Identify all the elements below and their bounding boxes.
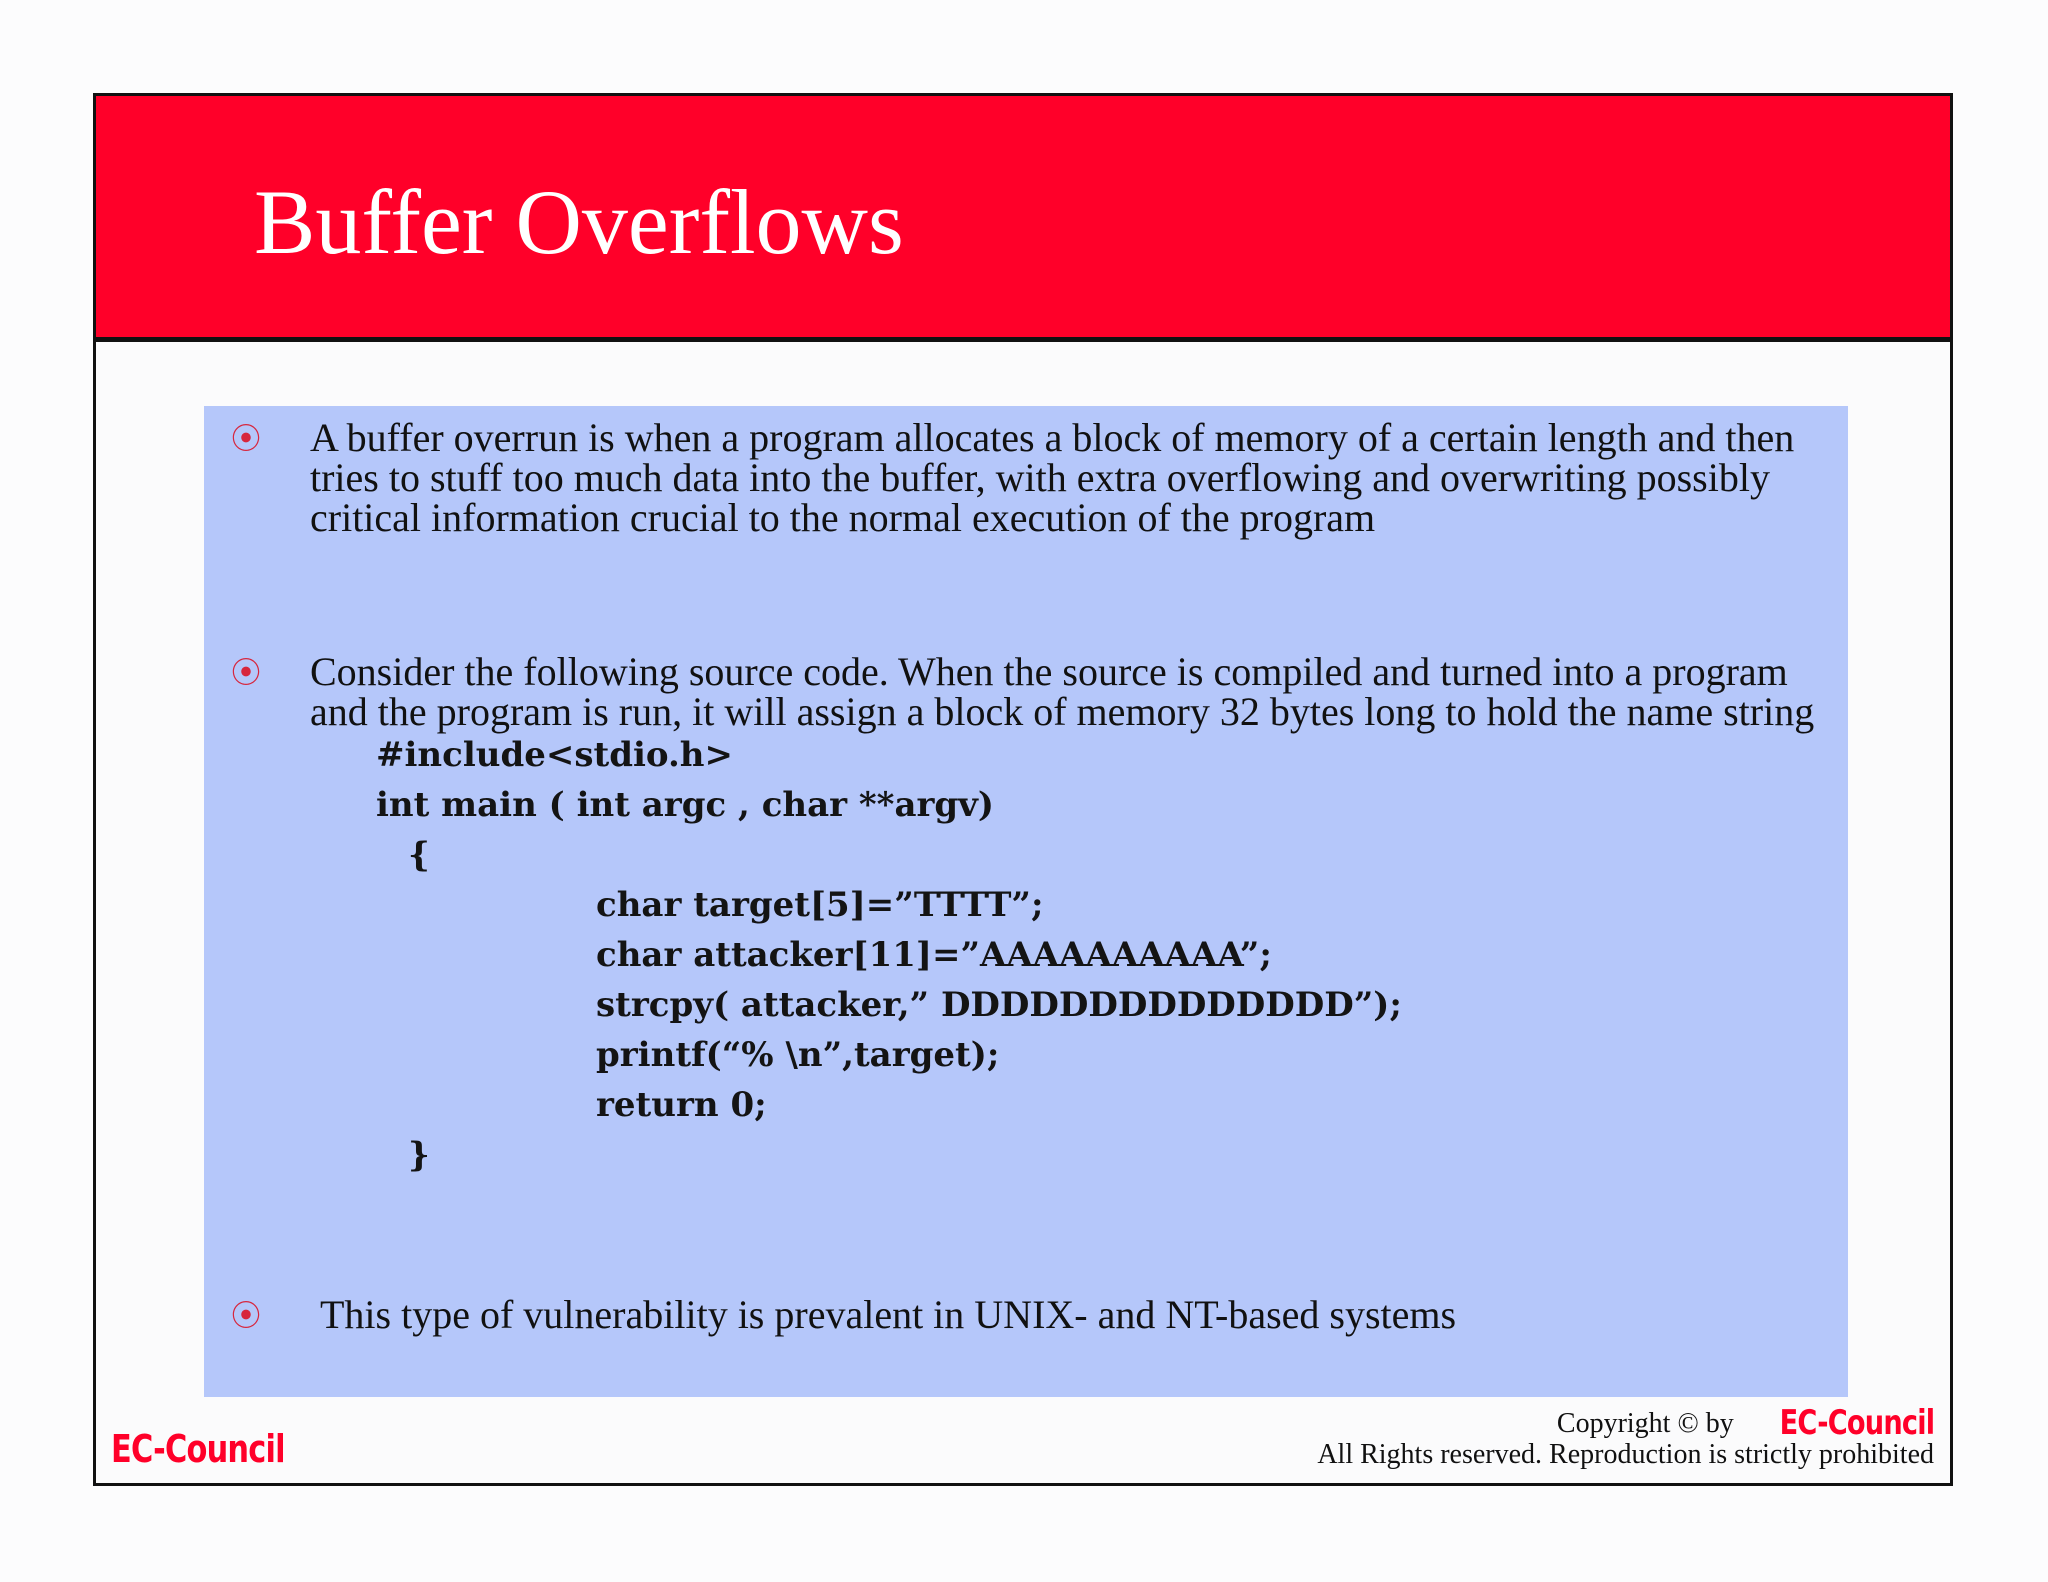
copyright-brand: EC-Council: [1779, 1403, 1934, 1444]
target-bullet-icon: ⦿: [231, 657, 261, 690]
code-line: #include<stdio.h>: [376, 735, 734, 775]
code-line: char attacker[11]=”AAAAAAAAAA”;: [596, 935, 1272, 975]
code-line: return 0;: [596, 1085, 767, 1125]
target-bullet-icon: ⦿: [231, 423, 261, 456]
bullet-text: A buffer overrun is when a program allocates a block of memory of a certain length and then tries to stuff too much data into the buffer, with extra overflowing and overwriting possibly critical information crucial to the normal execution of the program: [310, 415, 1795, 540]
bullet-item: [222, 649, 1824, 734]
code-sample: [204, 406, 1848, 1397]
slide-title: Buffer Overflows: [254, 171, 904, 273]
rights-text: All Rights reserved. Reproduction is strictly prohibited: [1317, 1439, 1934, 1471]
slide: [93, 93, 1953, 1486]
bullet-item: [222, 1292, 1824, 1337]
code-line: int main ( int argc , char **argv): [376, 785, 995, 825]
ec-council-logo: EC-Council: [111, 1427, 285, 1471]
bullet-text: Consider the following source code. When the source is compiled and turned into a program and the program is run, it will assign a block of memory 32 bytes long to hold the name string: [310, 649, 1815, 734]
code-line: strcpy( attacker,” DDDDDDDDDDDDDD”);: [596, 985, 1402, 1025]
header-bar: [96, 96, 1950, 342]
copyright-line: [1317, 1403, 1934, 1444]
bullet-text: This type of vulnerability is prevalent in UNIX- and NT-based systems: [320, 1292, 1457, 1337]
code-line: }: [408, 1135, 430, 1175]
copyright-prefix: Copyright © by: [1556, 1408, 1734, 1440]
content-panel: [204, 406, 1848, 1397]
bullet-item: [222, 415, 1824, 540]
code-line: printf(“% \n”,target);: [596, 1035, 1000, 1075]
target-bullet-icon: ⦿: [231, 1300, 261, 1333]
copyright-notice: [1317, 1403, 1934, 1471]
code-line: char target[5]=”TTTT”;: [596, 885, 1044, 925]
code-line: {: [408, 835, 430, 875]
